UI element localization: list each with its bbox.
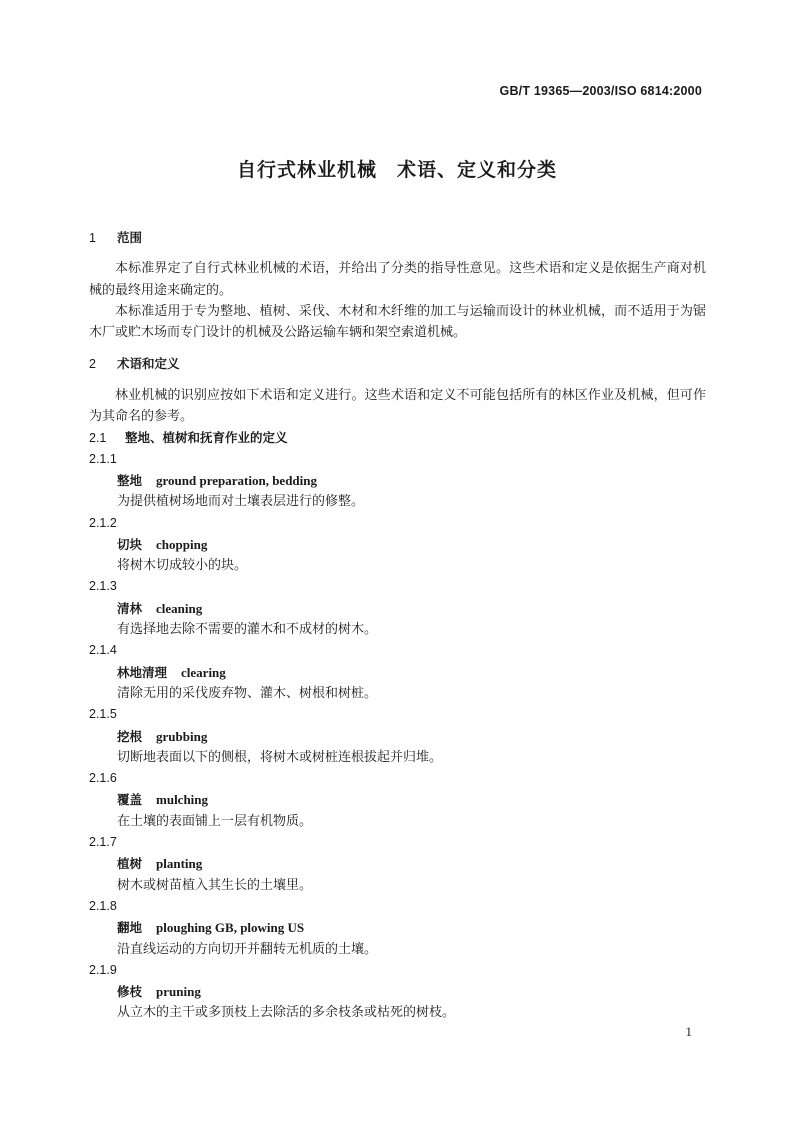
term-english: ground preparation, bedding <box>156 472 317 488</box>
term-chinese: 整地 <box>117 472 143 488</box>
term-entry <box>89 917 706 938</box>
term-english: planting <box>156 856 203 872</box>
term-chinese: 覆盖 <box>117 792 143 808</box>
term-entry <box>89 662 706 683</box>
section-number: 2 <box>89 357 96 372</box>
term-chinese: 清林 <box>117 600 143 616</box>
term-english: cleaning <box>156 600 203 616</box>
paragraph: 林业机械的识别应按如下术语和定义进行。这些术语和定义不可能包括所有的林区作业及机械，但可作为其命名的参考。 <box>89 387 706 425</box>
term-definition: 从立木的主干或多顶枝上去除活的多余枝条或枯死的树枝。 <box>117 1005 456 1021</box>
term-chinese: 挖根 <box>117 728 143 744</box>
subsection-number: 2.1 <box>89 431 107 446</box>
paragraph: 本标准适用于专为整地、植树、采伐、木材和木纤维的加工与运输而设计的林业机械，而不适用于为锯木厂或贮木场而专门设计的机械及公路运输车辆和架空索道机械。 <box>89 303 706 341</box>
clause-number: 2.1.2 <box>89 515 117 530</box>
term-definition: 将树木切成较小的块。 <box>117 558 248 574</box>
clause-number: 2.1.1 <box>89 451 117 466</box>
subsection-title: 整地、植树和抚育作业的定义 <box>125 430 288 446</box>
term-definition: 沿直线运动的方向切开并翻转无机质的土壤。 <box>117 941 378 957</box>
term-definition: 在土壤的表面铺上一层有机物质。 <box>117 813 313 829</box>
term-chinese: 翻地 <box>117 920 143 936</box>
section-title: 范围 <box>117 230 143 245</box>
term-entry <box>89 789 706 810</box>
clause-number: 2.1.4 <box>89 643 117 658</box>
term-entry <box>89 853 706 874</box>
term-english: mulching <box>156 792 209 808</box>
term-english: pruning <box>156 984 201 1000</box>
paragraph: 本标准界定了自行式林业机械的术语，并给出了分类的指导性意见。这些术语和定义是依据生产商对机械的最终用途来确定的。 <box>89 261 706 298</box>
term-entry <box>89 981 706 1002</box>
section-heading <box>89 353 706 374</box>
term-definition: 清除无用的采伐废弃物、灌木、树根和树桩。 <box>117 685 378 701</box>
page-number: 1 <box>685 1024 692 1039</box>
term-definition: 切断地表面以下的侧根，将树木或树桩连根拔起并归堆。 <box>117 749 443 765</box>
term-english: grubbing <box>156 728 208 744</box>
standard-id: GB/T 19365—2003/ISO 6814:2000 <box>499 84 702 98</box>
clause-number: 2.1.8 <box>89 898 117 913</box>
term-entry <box>89 470 706 491</box>
page-title: 自行式林业机械 术语、定义和分类 <box>236 159 557 181</box>
term-chinese: 切块 <box>117 536 143 552</box>
term-list <box>89 449 706 1024</box>
term-entry <box>89 598 706 619</box>
term-chinese: 修枝 <box>117 984 143 1000</box>
term-chinese: 植树 <box>117 856 143 872</box>
document-body <box>89 227 706 1024</box>
term-english: chopping <box>156 536 208 552</box>
section-title: 术语和定义 <box>117 356 180 372</box>
term-english: clearing <box>181 664 226 680</box>
term-definition: 树木或树苗植入其生长的土壤里。 <box>117 877 313 893</box>
clause-number: 2.1.9 <box>89 962 117 977</box>
clause-number: 2.1.7 <box>89 835 117 850</box>
term-entry <box>89 726 706 747</box>
subsection-heading <box>89 427 706 448</box>
section-heading <box>89 227 706 248</box>
term-chinese: 林地清理 <box>117 664 168 680</box>
term-definition: 有选择地去除不需要的灌木和不成材的树木。 <box>117 622 378 638</box>
clause-number: 2.1.6 <box>89 771 117 786</box>
term-english: ploughing GB, plowing US <box>156 920 305 936</box>
term-entry <box>89 534 706 555</box>
clause-number: 2.1.3 <box>89 579 117 594</box>
term-definition: 为提供植树场地而对土壤表层进行的修整。 <box>117 494 365 510</box>
section-number: 1 <box>89 231 96 245</box>
clause-number: 2.1.5 <box>89 707 117 722</box>
